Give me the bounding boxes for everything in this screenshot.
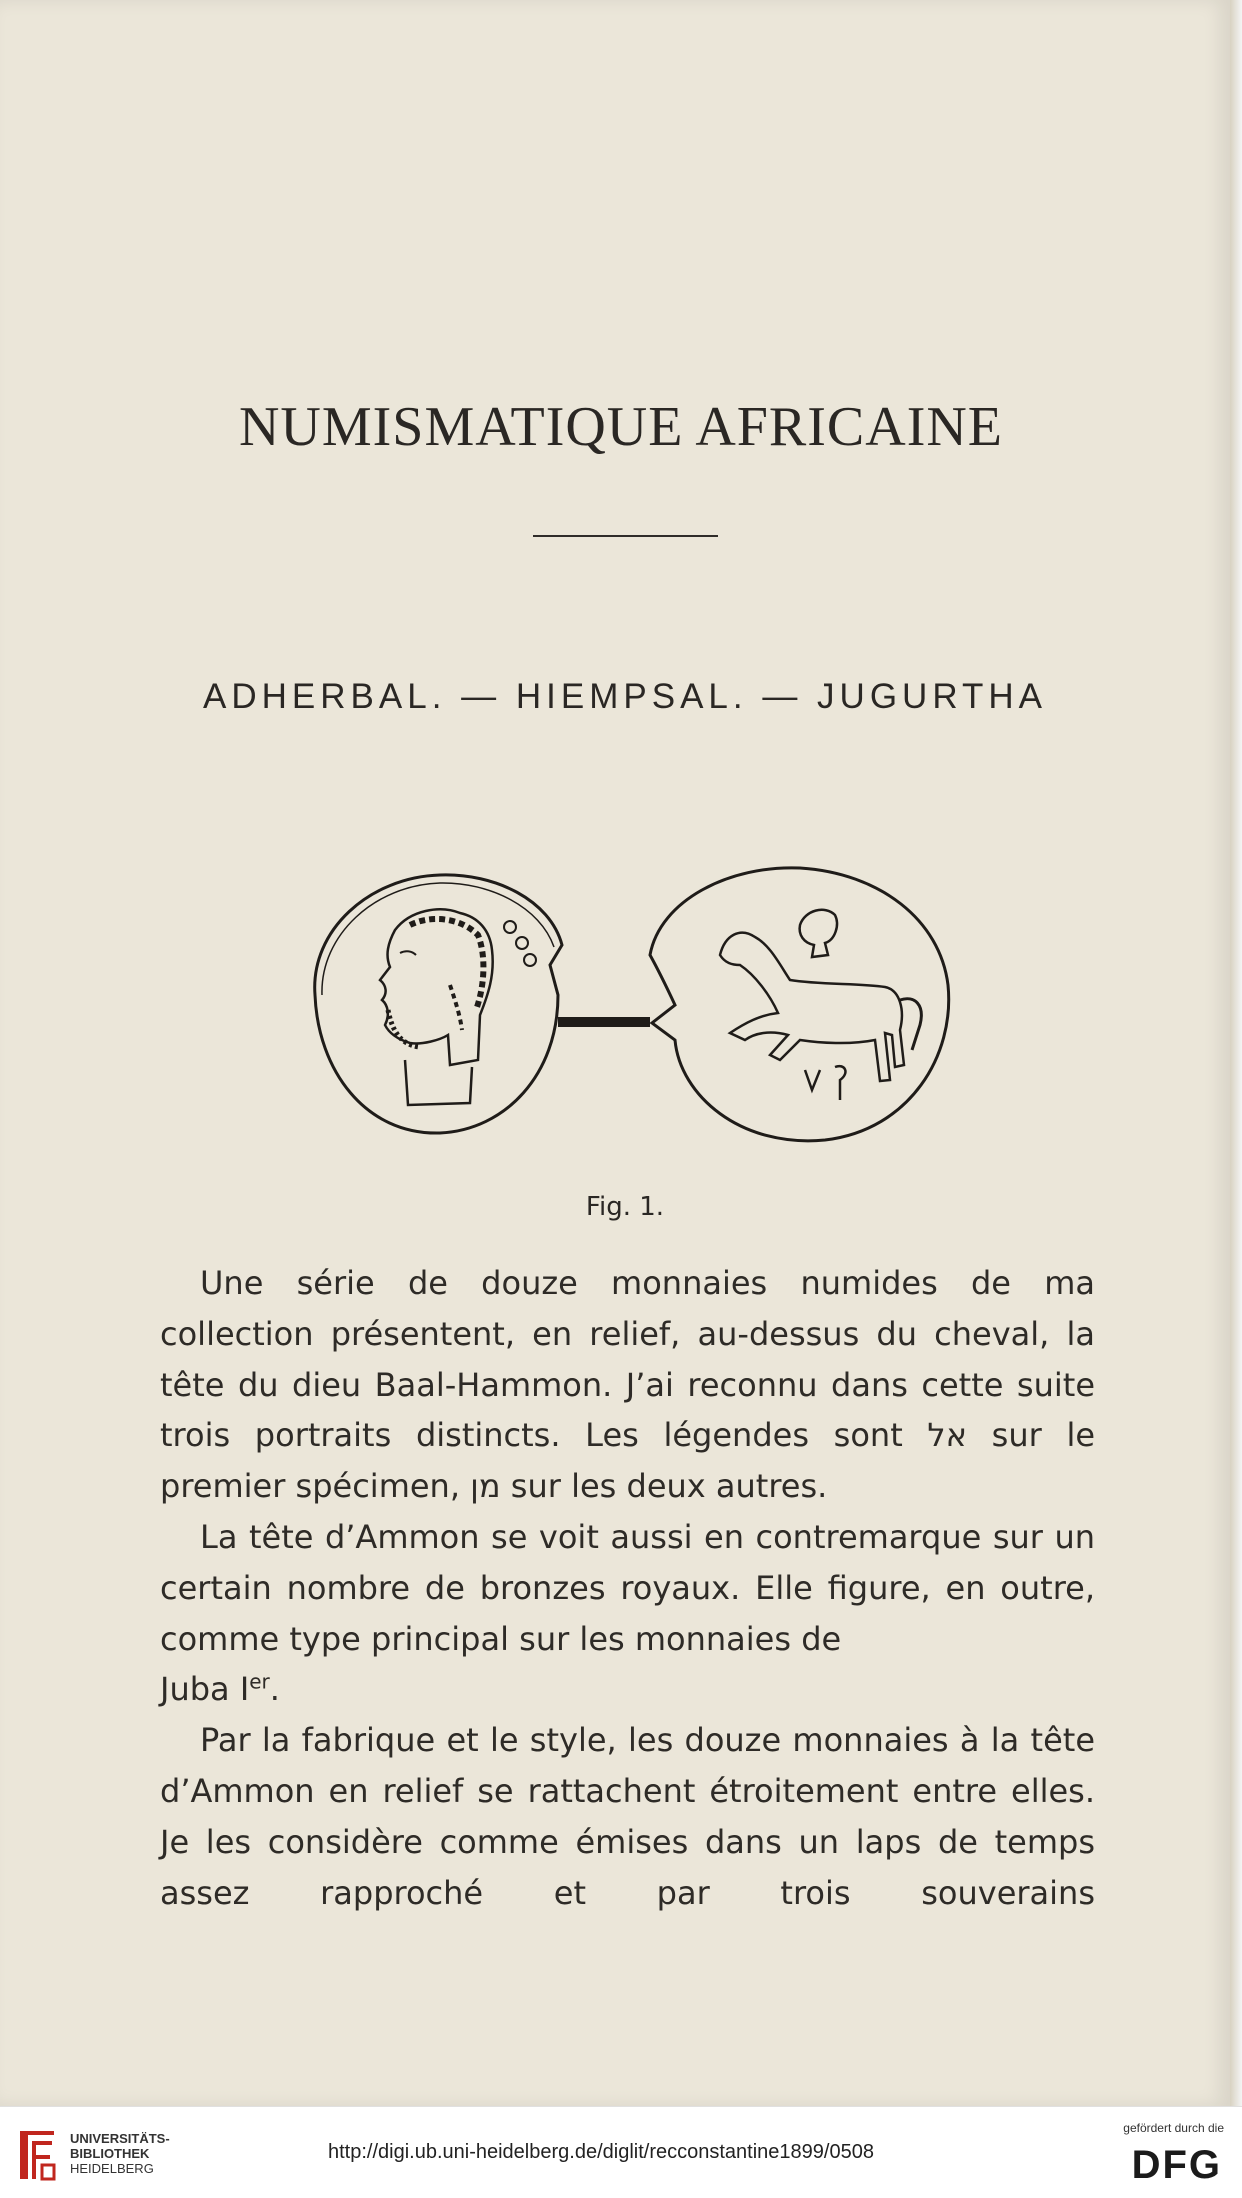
text-line: sur les deux autres. (500, 1467, 828, 1506)
superscript: er (249, 1669, 270, 1694)
paragraph-2 (160, 1512, 1095, 1715)
text-line: La tête d’Ammon se voit aussi en contremarque (200, 1517, 982, 1556)
text-line: la tête du dieu Baal-Hammon. J’ai reconnu dans (160, 1314, 1096, 1404)
permalink-url[interactable]: http://digi.ub.uni-heidelberg.de/diglit/recconstantine1899/0508 (328, 2141, 874, 2163)
text-line: sur un certain nombre de bronzes royaux. Elle figure, (160, 1517, 1095, 1607)
text-line: Une série de douze monnaies numides de ma (200, 1264, 1095, 1302)
text-line: sur le premier spécimen, (160, 1416, 1096, 1506)
university-name-line: BIBLIOTHEK (70, 2146, 150, 2161)
dfg-logo[interactable]: DFG (1131, 2143, 1222, 2187)
text-line: . (269, 1670, 280, 1709)
section-subtitle: ADHERBAL. — HIEMPSAL. — JUGURTHA (203, 677, 1047, 716)
text-line: Par la fabrique et le style, les douze monnaies à la (200, 1721, 1020, 1760)
university-logo-icon[interactable] (14, 2127, 60, 2182)
page-edge (1230, 0, 1242, 2106)
coin-reverse (650, 868, 949, 1141)
text-line: tête d’Ammon en relief se rattachent étroitement entre (160, 1721, 1096, 1810)
paragraph-1 (160, 1258, 1095, 1512)
footer-bar (0, 2106, 1242, 2198)
coin-link (558, 1017, 650, 1027)
figure-caption: Fig. 1. (585, 1192, 665, 1222)
page-title: NUMISMATIQUE AFRICAINE (238, 396, 1004, 458)
body-text (160, 1258, 1095, 1918)
university-name-line: UNIVERSITÄTS- (70, 2131, 170, 2146)
title-rule (533, 535, 718, 537)
text-line: en outre, comme type principal sur les monnaies de (160, 1568, 1096, 1658)
university-name-line: HEIDELBERG (70, 2161, 154, 2176)
hebrew-legend: אל (927, 1416, 967, 1455)
text-line: de temps assez rapproché et par trois souverains (160, 1822, 1096, 1912)
coin-figure (300, 855, 960, 1155)
coin-obverse (315, 875, 562, 1133)
university-name[interactable] (70, 2131, 170, 2176)
funded-by-label: gefördert durch die (1123, 2121, 1224, 2135)
paragraph-3 (160, 1715, 1095, 1918)
hebrew-legend: מן (470, 1467, 501, 1506)
text-line: cette suite trois portraits distincts. Les légendes sont (160, 1365, 1096, 1455)
text-line: collection présentent, en relief, au-dessus du cheval, (160, 1314, 1050, 1353)
text-line: elles. Je les considère comme émises dans un laps (160, 1771, 1096, 1861)
text-line: Juba I (160, 1670, 250, 1709)
